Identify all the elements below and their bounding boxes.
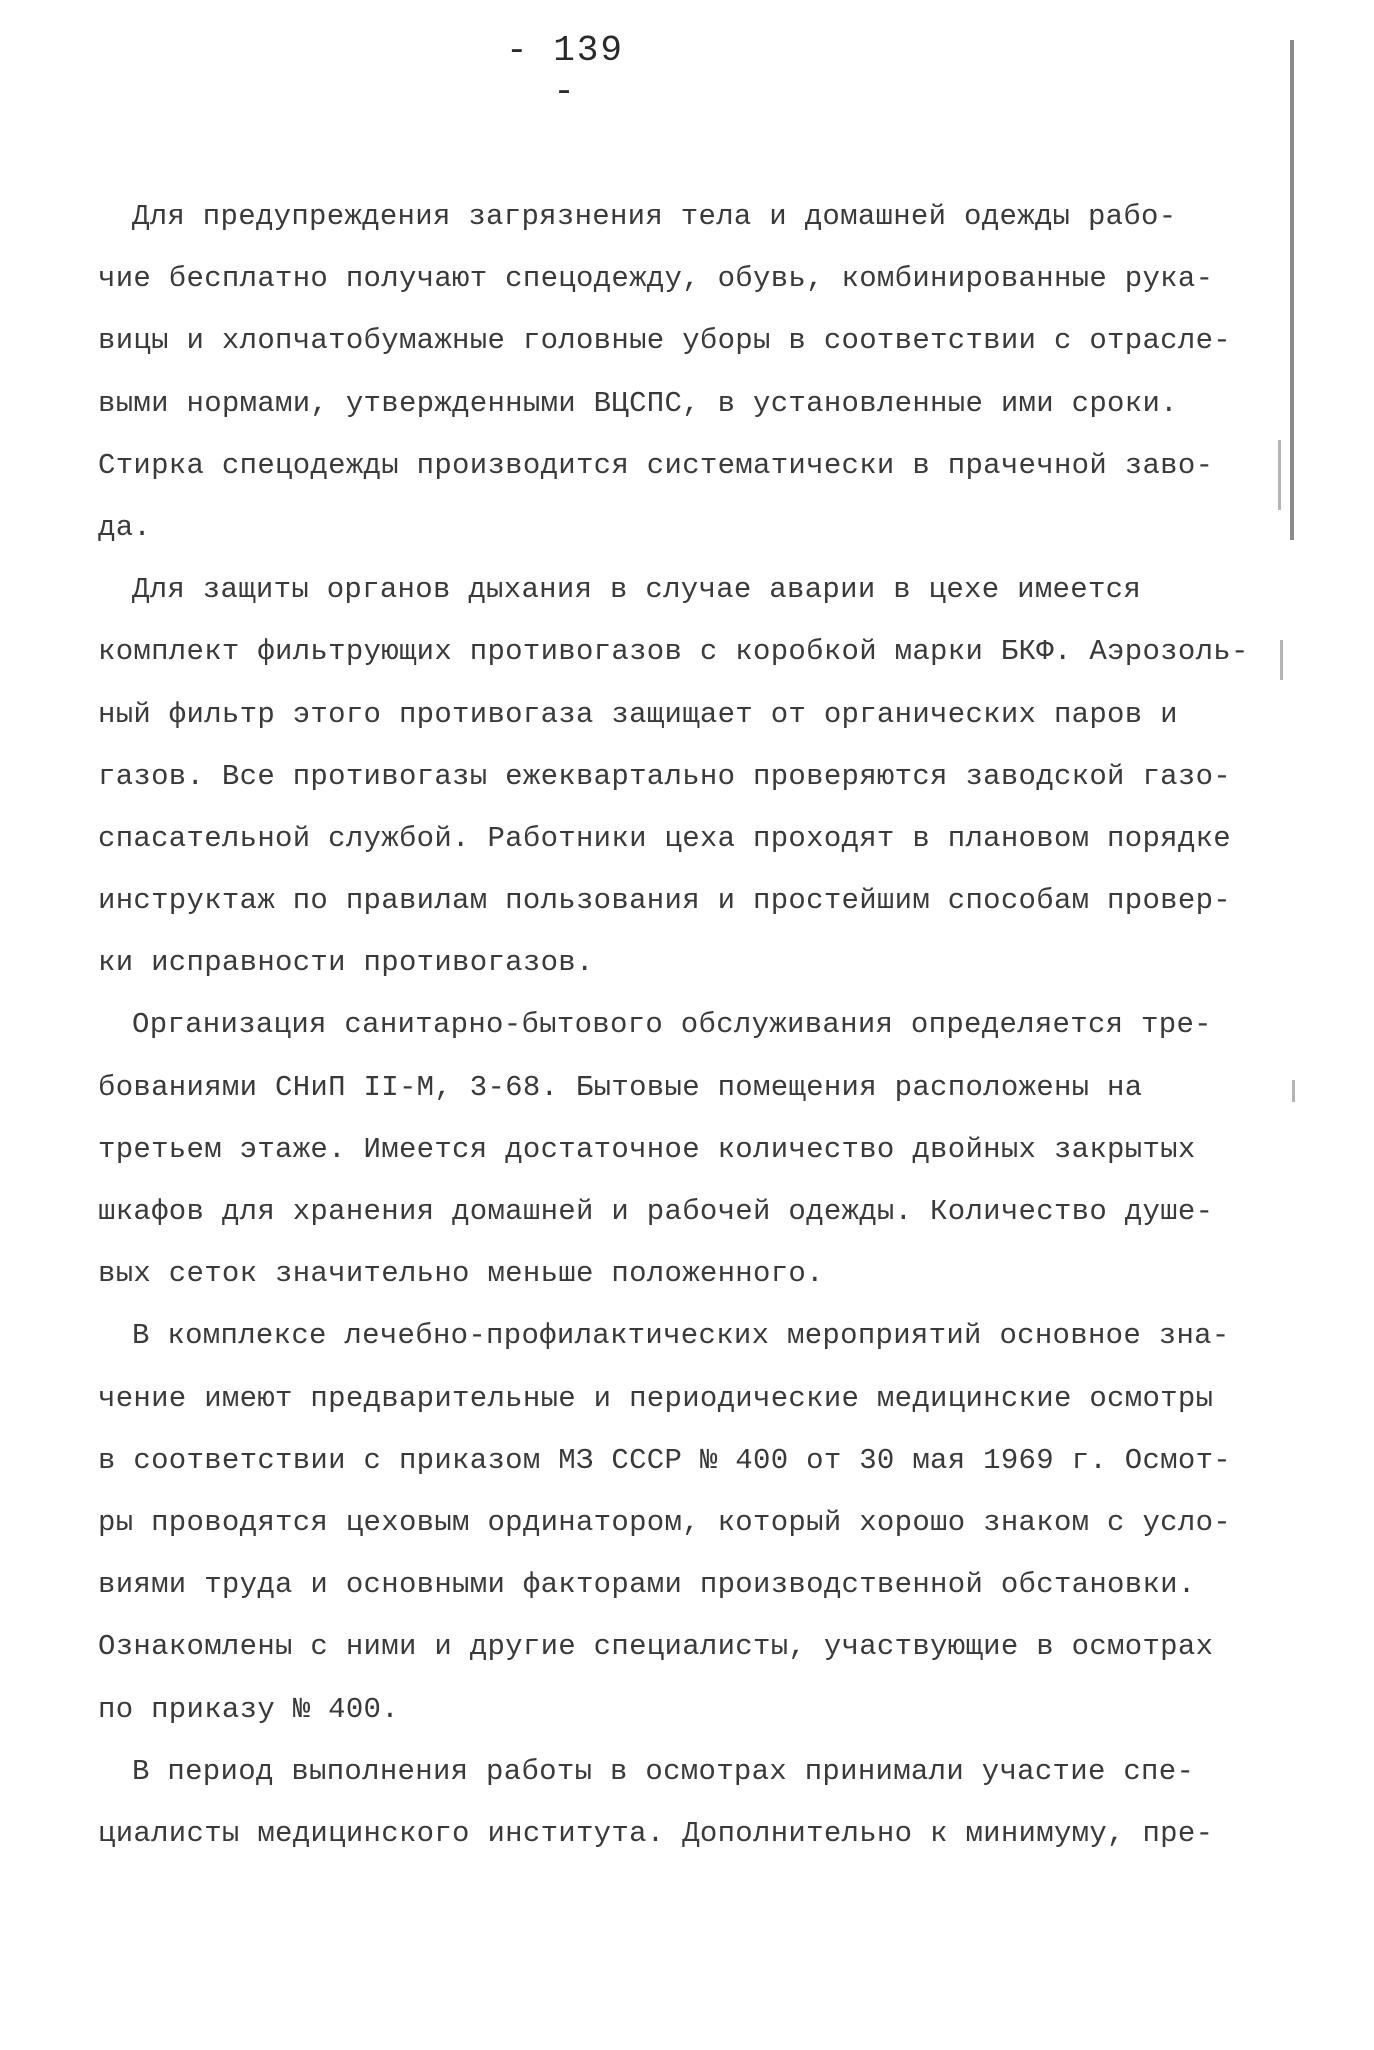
text-line: ры проводятся цеховым ординатором, который хорошо знаком с усло- <box>98 1505 1231 1539</box>
text-line: по приказу № 400. <box>98 1692 399 1726</box>
text-line: вых сеток значительно меньше положенного. <box>98 1257 824 1291</box>
text-line: ки исправности противогазов. <box>98 946 594 980</box>
text-line: чение имеют предварительные и периодические медицинские осмотры <box>98 1381 1214 1415</box>
text-line: да. <box>98 510 152 544</box>
paragraph-first-line: В период выполнения работы в осмотрах принимали участие спе- <box>132 1754 1195 1788</box>
text-line: выми нормами, утвержденными ВЦСПС, в установленные ими сроки. <box>98 386 1178 420</box>
paragraph-first-line: Для предупреждения загрязнения тела и домашней одежды рабо- <box>132 200 1177 233</box>
text-line: третьем этаже. Имеется достаточное количество двойных закрытых <box>98 1132 1196 1166</box>
text-line: шкафов для хранения домашней и рабочей одежды. Количество душе- <box>98 1195 1214 1228</box>
body-text <box>98 186 1298 1865</box>
text-line: чие бесплатно получают спецодежду, обувь, комбинированные рука- <box>98 262 1214 296</box>
text-line: ный фильтр этого противогаза защищает от органических паров и <box>98 697 1178 731</box>
text-line: Стирка спецодежды производится систематически в прачечной заво- <box>98 448 1214 482</box>
text-line: в соответствии с приказом МЗ СССР № 400 от 30 мая 1969 г. Осмот- <box>98 1443 1231 1477</box>
text-line: комплект фильтрующих противогазов с коробкой марки БКФ. Аэрозоль- <box>98 635 1249 669</box>
text-line: циалисты медицинского института. Дополнительно к минимуму, пре- <box>98 1816 1214 1850</box>
text-line: газов. Все противогазы ежеквартально проверяются заводской газо- <box>98 759 1231 793</box>
page-number: - 139 - <box>505 30 625 112</box>
text-line: инструктаж по правилам пользования и простейшим способам провер- <box>98 884 1231 918</box>
text-line: бованиями СНиП II-М, 3-68. Бытовые помещения расположены на <box>98 1070 1143 1104</box>
paragraph-first-line: В комплексе лечебно-профилактических мероприятий основное зна- <box>132 1319 1230 1353</box>
text-line: спасательной службой. Работники цеха проходят в плановом порядке <box>98 821 1231 855</box>
text-line: Ознакомлены с ними и другие специалисты, участвующие в осмотрах <box>98 1630 1214 1664</box>
paragraph-first-line: Организация санитарно-бытового обслуживания определяется тре- <box>132 1008 1212 1042</box>
text-line: виями труда и основными факторами производственной обстановки. <box>98 1568 1196 1602</box>
paragraph-first-line: Для защиты органов дыхания в случае аварии в цехе имеется <box>132 573 1142 607</box>
text-line: вицы и хлопчатобумажные головные уборы в соответствии с отрасле- <box>98 324 1231 358</box>
